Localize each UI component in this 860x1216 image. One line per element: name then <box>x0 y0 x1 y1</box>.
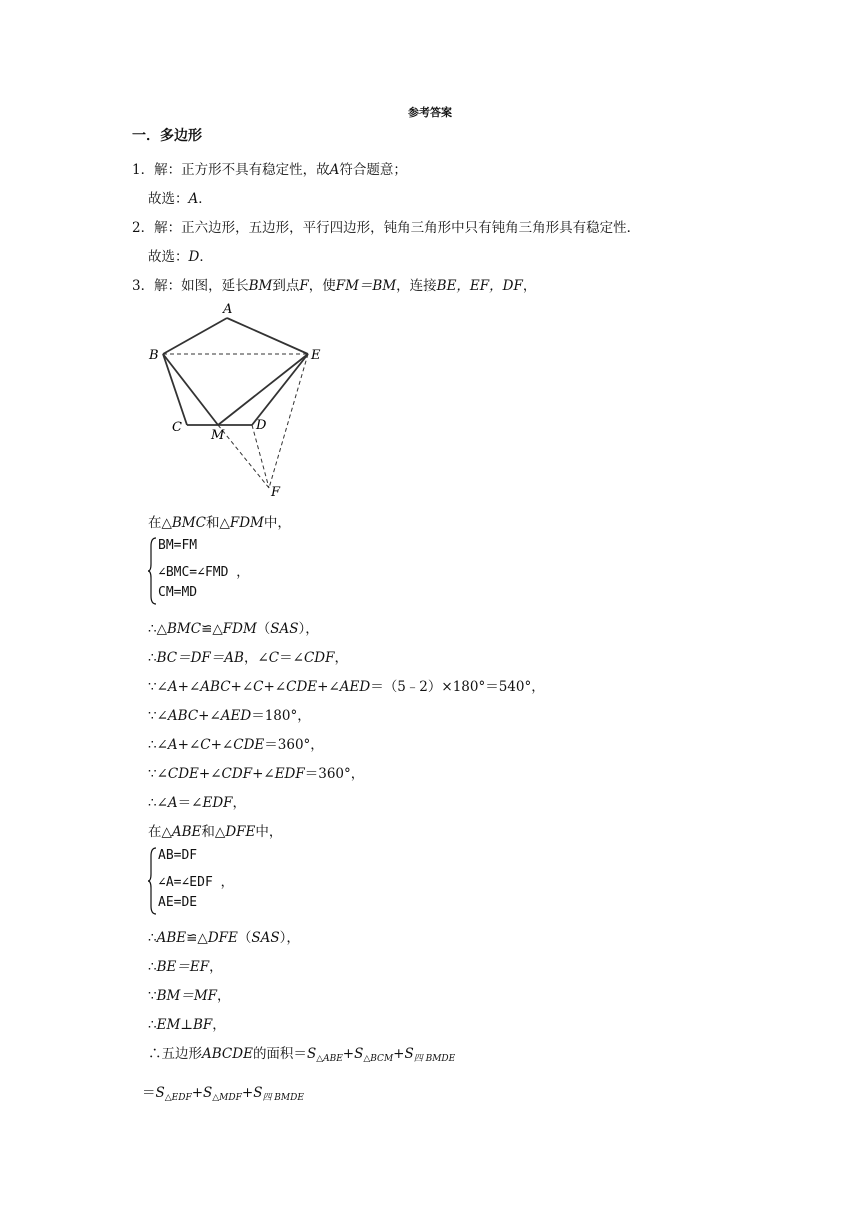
p-l4-c: +∠ <box>198 708 221 724</box>
proof-line-3 <box>148 675 545 695</box>
p-l11-c: ⊥ <box>180 1017 193 1033</box>
p-l3-a: ∵∠ <box>148 679 168 695</box>
q3-t7: ，连接 <box>396 278 437 294</box>
p-l7-d: EDF <box>202 795 233 811</box>
p-l1-e: （ <box>256 621 271 637</box>
p-l9-c: ， <box>209 959 223 975</box>
q2-answer: D <box>188 249 200 265</box>
q1-number: 1． <box>132 162 155 178</box>
q2-line2 <box>148 245 213 265</box>
p-l11-b: EM <box>156 1017 181 1033</box>
p-l3-j: AED <box>339 679 371 695</box>
p-l3-b: A <box>167 679 178 695</box>
p-l4-d: AED <box>220 708 252 724</box>
brace-icon <box>148 536 158 606</box>
p-l13-s3: S <box>253 1085 263 1101</box>
proof-line-2 <box>148 646 348 666</box>
p-l6-d: CDF <box>221 766 253 782</box>
p-l4-a: ∵∠ <box>148 708 168 724</box>
p-l5-a: ∴∠ <box>148 737 168 753</box>
p-l1-f: SAS <box>270 621 299 637</box>
q3-number: 3． <box>132 278 155 294</box>
p-l2-a: ∴ <box>148 650 157 666</box>
proof-line-6 <box>148 762 364 782</box>
edge-bc <box>163 354 187 425</box>
p-l10-b: BM＝MF <box>156 988 218 1004</box>
label-c: C <box>172 420 182 435</box>
label-a: A <box>223 302 233 317</box>
q2-line1 <box>132 216 640 236</box>
proof-line-12 <box>148 1042 455 1064</box>
q3-t1: 解：如图，延长 <box>154 278 249 294</box>
p-l2-e: ＝∠ <box>279 650 304 666</box>
proof-line-11 <box>148 1013 226 1033</box>
p-l7-e: ， <box>232 795 247 811</box>
p-l2-d: C <box>268 650 280 666</box>
p-in1-a: 在△ <box>148 515 172 531</box>
system-2 <box>148 846 308 918</box>
p-l9-a: ∴ <box>148 959 157 975</box>
p-in2-b: 和△ <box>201 824 226 840</box>
p-l8-b: ABE <box>156 930 187 946</box>
p-l3-g: +∠ <box>263 679 287 695</box>
p-l13-sub2: △MDF <box>212 1093 242 1103</box>
p-l6-a: ∵∠ <box>148 766 168 782</box>
q1-line1 <box>132 158 407 178</box>
segment-me <box>218 354 308 425</box>
dashed-ef <box>269 354 308 488</box>
p-l3-h: CDE <box>286 679 318 695</box>
proof-line-8 <box>148 926 300 946</box>
p-l6-c: +∠ <box>198 766 222 782</box>
p-l3-e: +∠ <box>230 679 254 695</box>
p-l12-a: ∴五边形 <box>148 1046 202 1062</box>
edge-ae <box>227 318 308 354</box>
proof-line-9 <box>148 955 223 975</box>
p-l3-d: ABC <box>200 679 231 695</box>
p-l6-b: CDE <box>167 766 199 782</box>
proof-line-5 <box>148 733 324 753</box>
p-in1-b: 和△ <box>205 515 230 531</box>
p-l10-a: ∵ <box>148 988 157 1004</box>
p-l5-f: CDE <box>233 737 265 753</box>
dashed-mf <box>218 425 269 488</box>
p-l5-b: A <box>167 737 178 753</box>
p-in1-t1: BMC <box>171 515 206 531</box>
q3-t9: ， <box>522 278 537 294</box>
label-e: E <box>311 348 321 363</box>
system-1 <box>148 536 308 608</box>
p-l3-f: C <box>253 679 264 695</box>
p-l6-e: +∠ <box>252 766 275 782</box>
p-l8-e: （ <box>237 930 252 946</box>
p-l13-sub1: △EDF <box>164 1093 192 1103</box>
q2-answer-label: 故选： <box>148 249 189 265</box>
p-l8-a: ∴ <box>148 930 157 946</box>
q3-t2: BM <box>248 278 273 294</box>
p-l2-c: ，∠ <box>243 650 269 666</box>
p-l5-d: C <box>200 737 211 753</box>
p-l2-b: BC＝DF＝AB <box>156 650 244 666</box>
p-l3-c: +∠ <box>177 679 201 695</box>
label-f: F <box>271 485 281 500</box>
p-in2-t1: ABE <box>171 824 202 840</box>
p-l5-g: ＝360°， <box>264 737 324 753</box>
proof-line-7 <box>148 791 246 811</box>
proof-in2 <box>148 820 282 840</box>
p-l13-a: ＝ <box>142 1085 156 1101</box>
q1-line2 <box>148 187 212 207</box>
proof-line-4 <box>148 704 311 724</box>
p-l8-g: ）， <box>279 930 300 946</box>
q1-text-b: 符合题意； <box>339 162 407 178</box>
p-l13-plus2: + <box>241 1085 254 1101</box>
brace-icon <box>148 846 158 916</box>
system-1-eq2: ∠BMC=∠FMD ， <box>158 565 250 580</box>
proof-line-13 <box>142 1081 304 1103</box>
q1-answer-label: 故选： <box>148 191 189 207</box>
edge-de <box>252 354 308 425</box>
label-b: B <box>149 348 159 363</box>
p-l9-b: BE＝EF <box>156 959 210 975</box>
p-l13-plus1: + <box>191 1085 204 1101</box>
p-l1-a: ∴△ <box>148 621 167 637</box>
p-l2-f: CDF <box>303 650 335 666</box>
p-l12-b: ABCDE <box>202 1046 253 1062</box>
p-l12-s3: S <box>404 1046 414 1062</box>
p-l11-a: ∴ <box>148 1017 157 1033</box>
p-l4-b: ABC <box>167 708 199 724</box>
p-l13-s2: S <box>203 1085 213 1101</box>
p-l12-sub2: △BCM <box>363 1054 394 1064</box>
p-l8-c: ≌△ <box>186 930 208 946</box>
p-in1-t2: FDM <box>229 515 264 531</box>
q3-t3: 到点 <box>272 278 300 294</box>
label-m: M <box>211 428 225 443</box>
q1-answer: A <box>188 191 199 207</box>
p-l11-d: BF <box>192 1017 213 1033</box>
p-l12-sub3: 四 BMDE <box>413 1054 456 1064</box>
q2-number: 2． <box>132 220 155 236</box>
p-l7-a: ∴∠ <box>148 795 168 811</box>
p-l1-b: BMC <box>166 621 202 637</box>
p-l11-e: ， <box>212 1017 226 1033</box>
p-l3-k: ＝（5﹣2）×180°＝540°， <box>370 679 545 695</box>
system-2-eq3: AE=DE <box>158 895 198 910</box>
p-l7-c: ＝∠ <box>177 795 203 811</box>
p-in1-c: 中， <box>263 515 291 531</box>
system-2-eq2: ∠A=∠EDF ， <box>158 875 234 890</box>
q3-t5: ，使 <box>308 278 336 294</box>
p-l10-c: ， <box>217 988 231 1004</box>
q1-text-a: 解：正方形不具有稳定性，故 <box>154 162 330 178</box>
p-l13-sub3: 四 BMDE <box>262 1093 304 1103</box>
edge-ab <box>163 318 227 354</box>
q3-t4: F <box>299 278 309 294</box>
p-l7-b: A <box>167 795 178 811</box>
p-l3-i: +∠ <box>317 679 340 695</box>
p-l12-c: 的面积＝ <box>252 1046 307 1062</box>
proof-in1 <box>148 511 291 531</box>
q1-var: A <box>329 162 340 178</box>
p-l1-d: FDM <box>222 621 257 637</box>
segment-bm <box>163 354 218 425</box>
dashed-df <box>252 425 269 488</box>
q2-text: 解：正六边形，五边形，平行四边形，钝角三角形中只有钝角三角形具有稳定性． <box>154 220 641 236</box>
p-l5-e: +∠ <box>210 737 234 753</box>
q3-t6: FM＝BM <box>335 278 397 294</box>
p-l8-f: SAS <box>251 930 280 946</box>
p-l6-f: EDF <box>274 766 305 782</box>
q3-t8: BE，EF，DF <box>436 278 523 294</box>
p-l12-plus2: + <box>393 1046 405 1062</box>
p-l4-e: ＝180°， <box>251 708 311 724</box>
system-1-eq1: BM=FM <box>158 538 198 553</box>
q2-answer-end: ． <box>199 249 213 265</box>
p-l12-s2: S <box>354 1046 364 1062</box>
p-l12-sub1: △ABE <box>316 1054 343 1064</box>
q3-intro <box>132 274 536 294</box>
p-l8-d: DFE <box>207 930 238 946</box>
p-l12-plus1: + <box>342 1046 355 1062</box>
page-title: 参考答案 <box>408 106 452 119</box>
system-2-eq1: AB=DF <box>158 848 198 863</box>
q1-answer-end: ． <box>198 191 212 207</box>
system-1-eq3: CM=MD <box>158 585 198 600</box>
p-l5-c: +∠ <box>177 737 201 753</box>
p-in2-t2: DFE <box>225 824 256 840</box>
proof-line-1 <box>148 617 319 637</box>
p-in2-c: 中， <box>255 824 283 840</box>
section-heading: 一．多边形 <box>132 128 202 144</box>
p-l1-g: ）， <box>298 621 319 637</box>
p-l13-s1: S <box>155 1085 165 1101</box>
proof-line-10 <box>148 984 231 1004</box>
label-d: D <box>256 418 267 433</box>
p-in2-a: 在△ <box>148 824 172 840</box>
p-l1-c: ≌△ <box>201 621 223 637</box>
p-l12-s1: S <box>306 1046 317 1062</box>
p-l6-g: ＝360°， <box>304 766 365 782</box>
pentagon-figure <box>140 298 340 503</box>
p-l2-g: ， <box>334 650 348 666</box>
